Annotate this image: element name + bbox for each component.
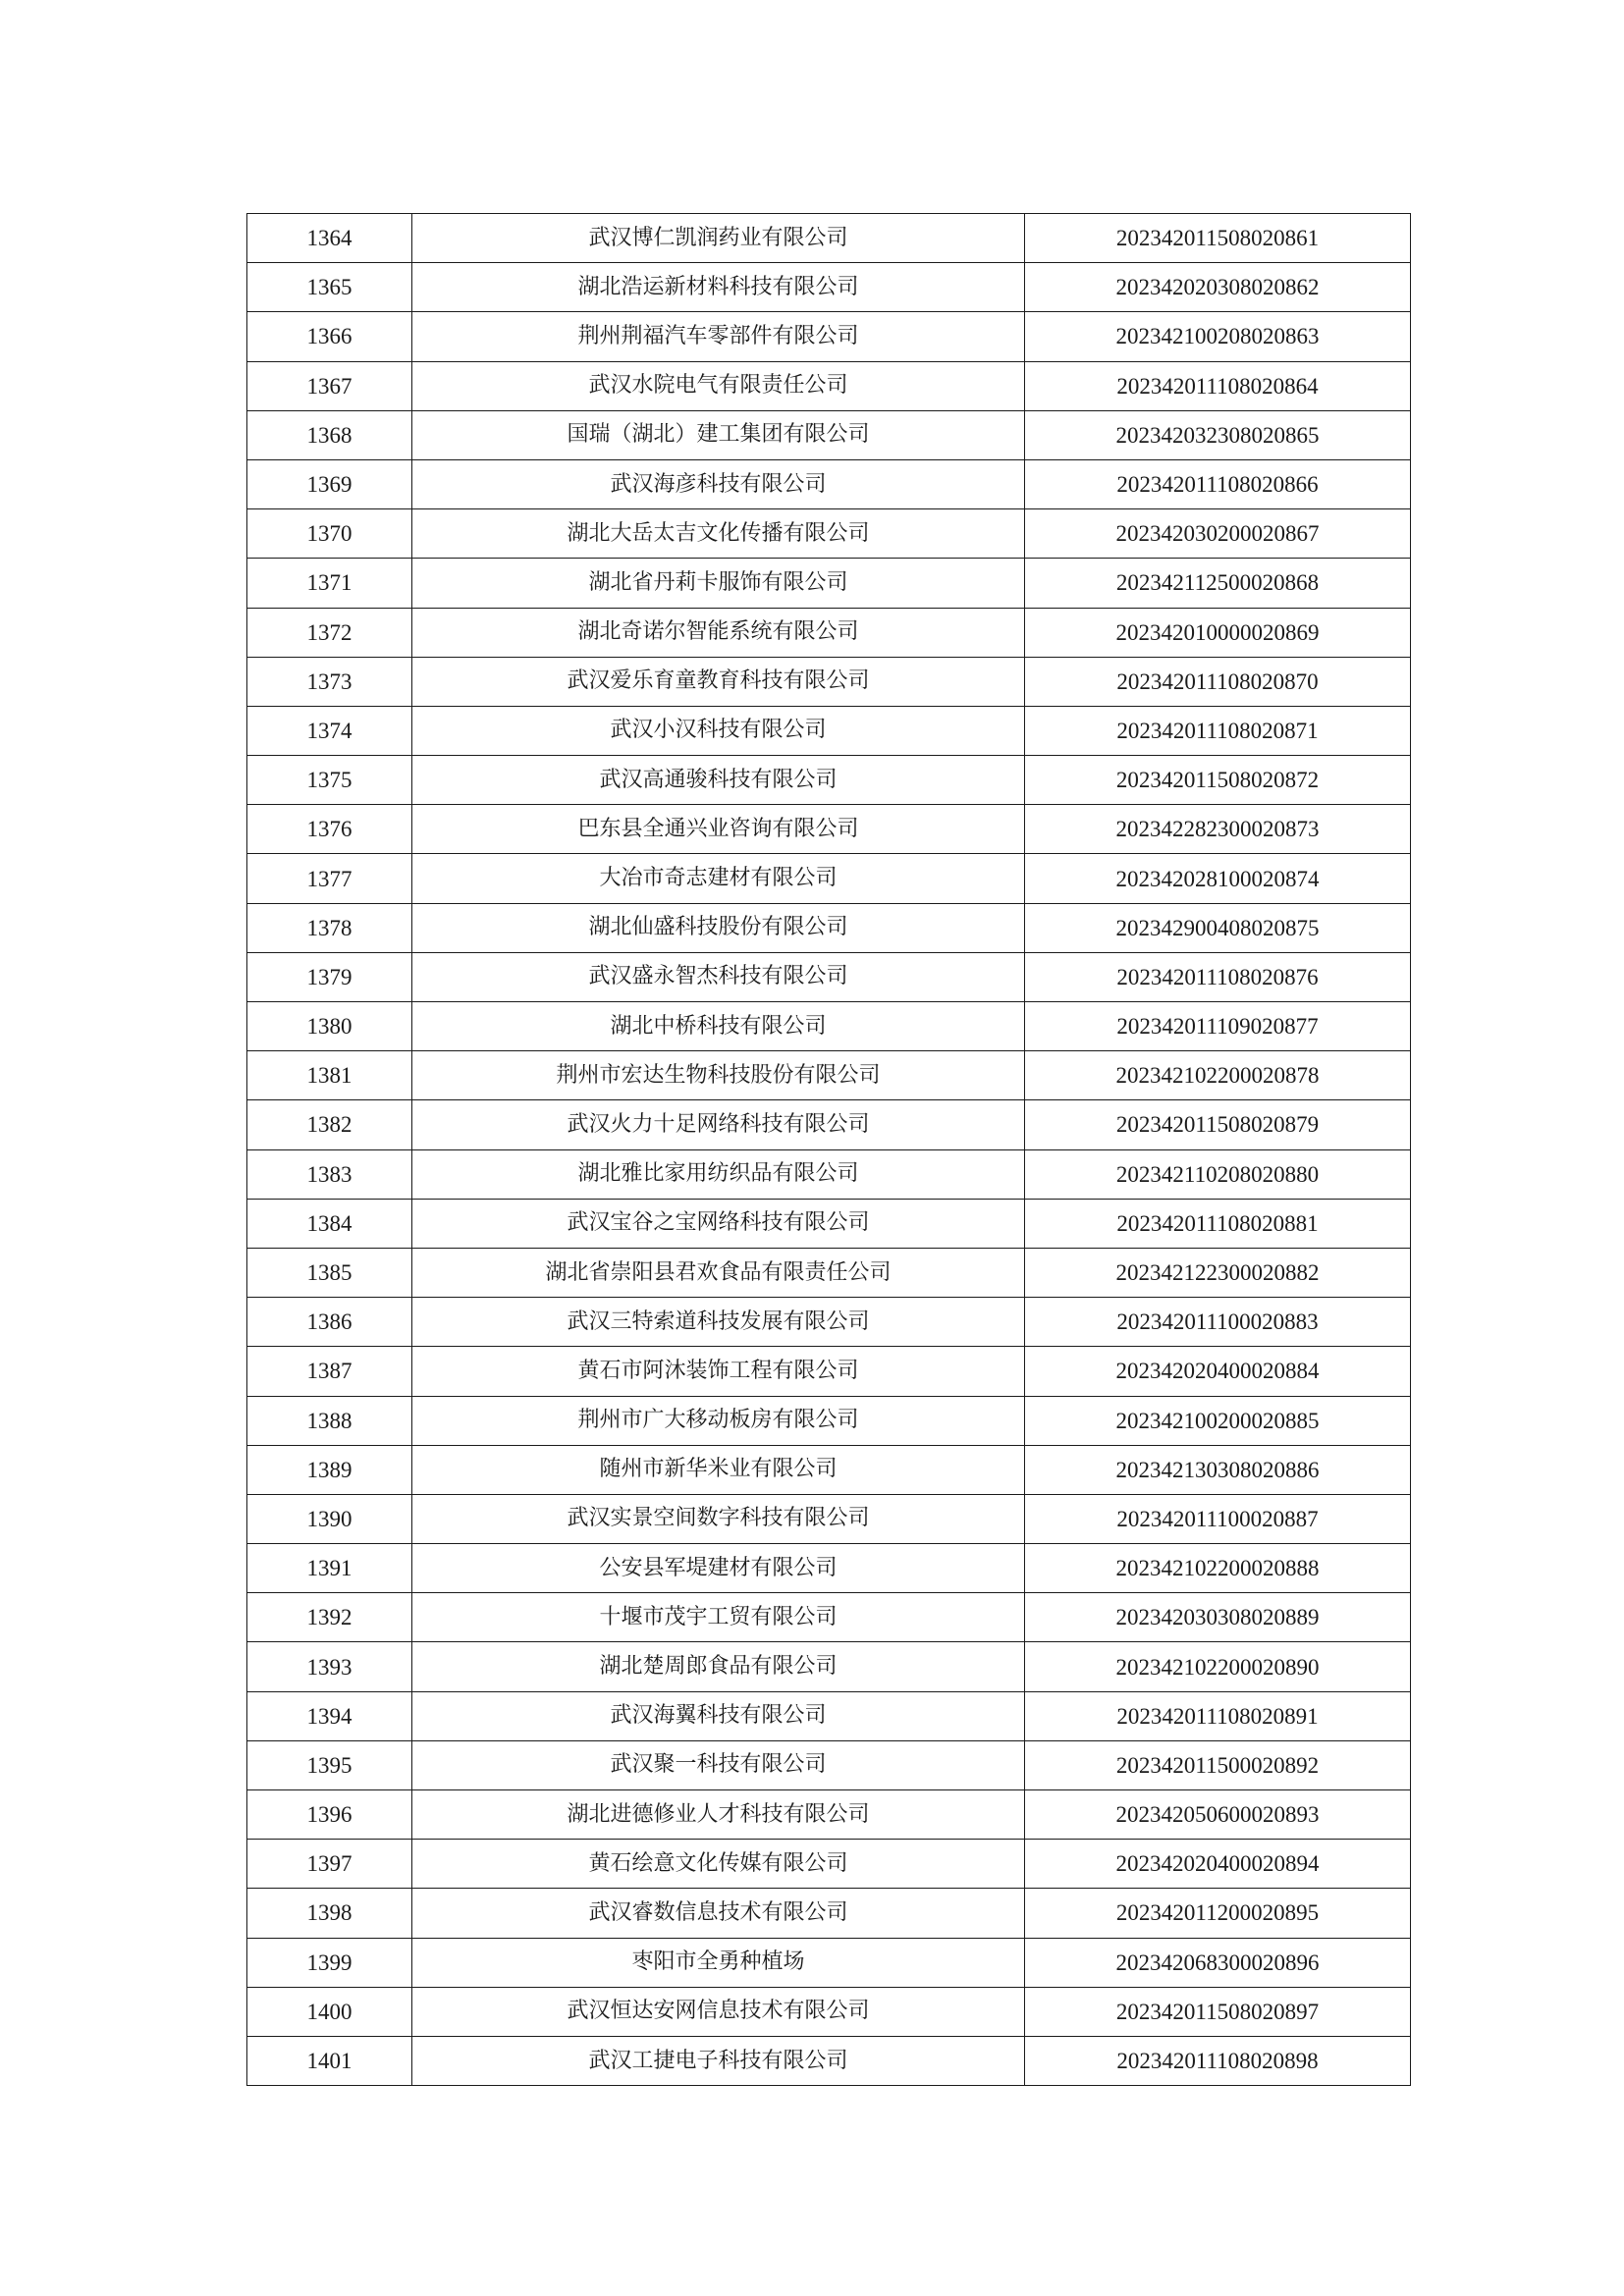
table-row (247, 1938, 1411, 1987)
company-name-cell: 武汉盛永智杰科技有限公司 (412, 952, 1025, 1001)
row-number-cell: 1388 (247, 1396, 412, 1445)
row-number-cell: 1378 (247, 903, 412, 952)
table-row (247, 410, 1411, 459)
row-number-cell: 1366 (247, 312, 412, 361)
registration-code-cell: 202342900408020875 (1025, 903, 1411, 952)
company-name-cell: 武汉高通骏科技有限公司 (412, 756, 1025, 805)
registration-code-cell: 202342122300020882 (1025, 1248, 1411, 1297)
table-row (247, 459, 1411, 508)
table-row (247, 1248, 1411, 1297)
row-number-cell: 1398 (247, 1889, 412, 1938)
registration-code-cell: 202342011500020892 (1025, 1740, 1411, 1789)
registration-code-cell: 202342011100020883 (1025, 1298, 1411, 1347)
registration-code-cell: 202342011200020895 (1025, 1889, 1411, 1938)
row-number-cell: 1373 (247, 657, 412, 706)
table-row (247, 1199, 1411, 1248)
row-number-cell: 1370 (247, 509, 412, 559)
row-number-cell: 1391 (247, 1544, 412, 1593)
registration-code-cell: 202342020308020862 (1025, 263, 1411, 312)
company-name-cell: 公安县军堤建材有限公司 (412, 1544, 1025, 1593)
registration-code-cell: 202342282300020873 (1025, 805, 1411, 854)
registration-code-cell: 202342030200020867 (1025, 509, 1411, 559)
company-name-cell: 黄石市阿沐装饰工程有限公司 (412, 1347, 1025, 1396)
table-row (247, 1445, 1411, 1494)
table-row (247, 361, 1411, 410)
table-row (247, 608, 1411, 657)
registration-code-cell: 202342011108020891 (1025, 1691, 1411, 1740)
row-number-cell: 1377 (247, 854, 412, 903)
registration-code-cell: 202342068300020896 (1025, 1938, 1411, 1987)
registration-code-cell: 202342130308020886 (1025, 1445, 1411, 1494)
registration-code-cell: 202342112500020868 (1025, 559, 1411, 608)
row-number-cell: 1397 (247, 1840, 412, 1889)
registration-code-cell: 202342020400020884 (1025, 1347, 1411, 1396)
row-number-cell: 1381 (247, 1051, 412, 1100)
row-number-cell: 1400 (247, 1987, 412, 2036)
registration-code-cell: 202342100208020863 (1025, 312, 1411, 361)
row-number-cell: 1401 (247, 2036, 412, 2085)
table-row (247, 1051, 1411, 1100)
row-number-cell: 1395 (247, 1740, 412, 1789)
registration-code-cell: 202342011108020866 (1025, 459, 1411, 508)
row-number-cell: 1369 (247, 459, 412, 508)
company-name-cell: 武汉海翼科技有限公司 (412, 1691, 1025, 1740)
company-name-cell: 荆州市宏达生物科技股份有限公司 (412, 1051, 1025, 1100)
company-name-cell: 武汉恒达安网信息技术有限公司 (412, 1987, 1025, 2036)
company-name-cell: 枣阳市全勇种植场 (412, 1938, 1025, 1987)
registration-code-cell: 202342011108020881 (1025, 1199, 1411, 1248)
company-name-cell: 武汉实景空间数字科技有限公司 (412, 1494, 1025, 1543)
registration-code-cell: 202342011109020877 (1025, 1002, 1411, 1051)
company-name-cell: 武汉三特索道科技发展有限公司 (412, 1298, 1025, 1347)
registration-code-cell: 202342050600020893 (1025, 1790, 1411, 1840)
company-registry-table (246, 213, 1411, 2086)
registration-code-cell: 202342011108020898 (1025, 2036, 1411, 2085)
table-row (247, 1840, 1411, 1889)
company-name-cell: 湖北省崇阳县君欢食品有限责任公司 (412, 1248, 1025, 1297)
table-row (247, 1494, 1411, 1543)
company-name-cell: 黄石绘意文化传媒有限公司 (412, 1840, 1025, 1889)
row-number-cell: 1376 (247, 805, 412, 854)
registration-code-cell: 202342102200020878 (1025, 1051, 1411, 1100)
registration-code-cell: 202342011508020879 (1025, 1100, 1411, 1149)
company-name-cell: 武汉水院电气有限责任公司 (412, 361, 1025, 410)
row-number-cell: 1364 (247, 214, 412, 263)
registration-code-cell: 202342011108020876 (1025, 952, 1411, 1001)
registration-code-cell: 202342010000020869 (1025, 608, 1411, 657)
table-row (247, 214, 1411, 263)
company-name-cell: 湖北楚周郎食品有限公司 (412, 1642, 1025, 1691)
row-number-cell: 1387 (247, 1347, 412, 1396)
registration-code-cell: 202342102200020888 (1025, 1544, 1411, 1593)
table-row (247, 509, 1411, 559)
table-row (247, 1396, 1411, 1445)
registration-code-cell: 202342011508020872 (1025, 756, 1411, 805)
company-name-cell: 大冶市奇志建材有限公司 (412, 854, 1025, 903)
company-name-cell: 湖北雅比家用纺织品有限公司 (412, 1149, 1025, 1199)
table-row (247, 903, 1411, 952)
registration-code-cell: 202342011108020870 (1025, 657, 1411, 706)
table-row (247, 263, 1411, 312)
company-name-cell: 荆州荆福汽车零部件有限公司 (412, 312, 1025, 361)
company-name-cell: 武汉聚一科技有限公司 (412, 1740, 1025, 1789)
company-name-cell: 武汉宝谷之宝网络科技有限公司 (412, 1199, 1025, 1248)
table-row (247, 1347, 1411, 1396)
company-name-cell: 湖北大岳太吉文化传播有限公司 (412, 509, 1025, 559)
registration-code-cell: 202342030308020889 (1025, 1593, 1411, 1642)
company-name-cell: 武汉爱乐育童教育科技有限公司 (412, 657, 1025, 706)
company-name-cell: 武汉工捷电子科技有限公司 (412, 2036, 1025, 2085)
row-number-cell: 1392 (247, 1593, 412, 1642)
row-number-cell: 1367 (247, 361, 412, 410)
registration-code-cell: 202342028100020874 (1025, 854, 1411, 903)
company-name-cell: 武汉睿数信息技术有限公司 (412, 1889, 1025, 1938)
table-row (247, 706, 1411, 755)
table-row (247, 1790, 1411, 1840)
row-number-cell: 1394 (247, 1691, 412, 1740)
table-row (247, 1149, 1411, 1199)
row-number-cell: 1399 (247, 1938, 412, 1987)
company-name-cell: 湖北奇诺尔智能系统有限公司 (412, 608, 1025, 657)
table-body (247, 214, 1411, 2086)
registration-code-cell: 202342011108020871 (1025, 706, 1411, 755)
company-name-cell: 巴东县全通兴业咨询有限公司 (412, 805, 1025, 854)
row-number-cell: 1389 (247, 1445, 412, 1494)
row-number-cell: 1384 (247, 1199, 412, 1248)
row-number-cell: 1383 (247, 1149, 412, 1199)
row-number-cell: 1396 (247, 1790, 412, 1840)
row-number-cell: 1371 (247, 559, 412, 608)
registration-code-cell: 202342011108020864 (1025, 361, 1411, 410)
registration-code-cell: 202342110208020880 (1025, 1149, 1411, 1199)
table-row (247, 1740, 1411, 1789)
row-number-cell: 1380 (247, 1002, 412, 1051)
row-number-cell: 1365 (247, 263, 412, 312)
company-name-cell: 十堰市茂宇工贸有限公司 (412, 1593, 1025, 1642)
row-number-cell: 1385 (247, 1248, 412, 1297)
company-name-cell: 湖北省丹莉卡服饰有限公司 (412, 559, 1025, 608)
table-row (247, 559, 1411, 608)
company-name-cell: 武汉博仁凯润药业有限公司 (412, 214, 1025, 263)
table-row (247, 854, 1411, 903)
registration-code-cell: 202342032308020865 (1025, 410, 1411, 459)
table-row (247, 952, 1411, 1001)
row-number-cell: 1368 (247, 410, 412, 459)
table-row (247, 657, 1411, 706)
company-name-cell: 随州市新华米业有限公司 (412, 1445, 1025, 1494)
table-row (247, 805, 1411, 854)
registration-code-cell: 202342011508020897 (1025, 1987, 1411, 2036)
table-row (247, 312, 1411, 361)
row-number-cell: 1390 (247, 1494, 412, 1543)
registration-code-cell: 202342011508020861 (1025, 214, 1411, 263)
table-row (247, 756, 1411, 805)
table-row (247, 1544, 1411, 1593)
company-name-cell: 武汉小汉科技有限公司 (412, 706, 1025, 755)
registration-code-cell: 202342102200020890 (1025, 1642, 1411, 1691)
row-number-cell: 1393 (247, 1642, 412, 1691)
table-row (247, 1100, 1411, 1149)
table-row (247, 1691, 1411, 1740)
table-row (247, 1593, 1411, 1642)
registration-code-cell: 202342020400020894 (1025, 1840, 1411, 1889)
row-number-cell: 1372 (247, 608, 412, 657)
table-row (247, 1298, 1411, 1347)
company-name-cell: 湖北浩运新材料科技有限公司 (412, 263, 1025, 312)
registration-code-cell: 202342100200020885 (1025, 1396, 1411, 1445)
row-number-cell: 1374 (247, 706, 412, 755)
row-number-cell: 1382 (247, 1100, 412, 1149)
registration-code-cell: 202342011100020887 (1025, 1494, 1411, 1543)
row-number-cell: 1375 (247, 756, 412, 805)
table-row (247, 1987, 1411, 2036)
company-name-cell: 湖北仙盛科技股份有限公司 (412, 903, 1025, 952)
company-name-cell: 国瑞（湖北）建工集团有限公司 (412, 410, 1025, 459)
table-row (247, 1889, 1411, 1938)
company-name-cell: 湖北进德修业人才科技有限公司 (412, 1790, 1025, 1840)
company-name-cell: 武汉海彦科技有限公司 (412, 459, 1025, 508)
table-row (247, 2036, 1411, 2085)
company-name-cell: 湖北中桥科技有限公司 (412, 1002, 1025, 1051)
row-number-cell: 1379 (247, 952, 412, 1001)
table-row (247, 1002, 1411, 1051)
table-row (247, 1642, 1411, 1691)
company-name-cell: 荆州市广大移动板房有限公司 (412, 1396, 1025, 1445)
row-number-cell: 1386 (247, 1298, 412, 1347)
company-name-cell: 武汉火力十足网络科技有限公司 (412, 1100, 1025, 1149)
